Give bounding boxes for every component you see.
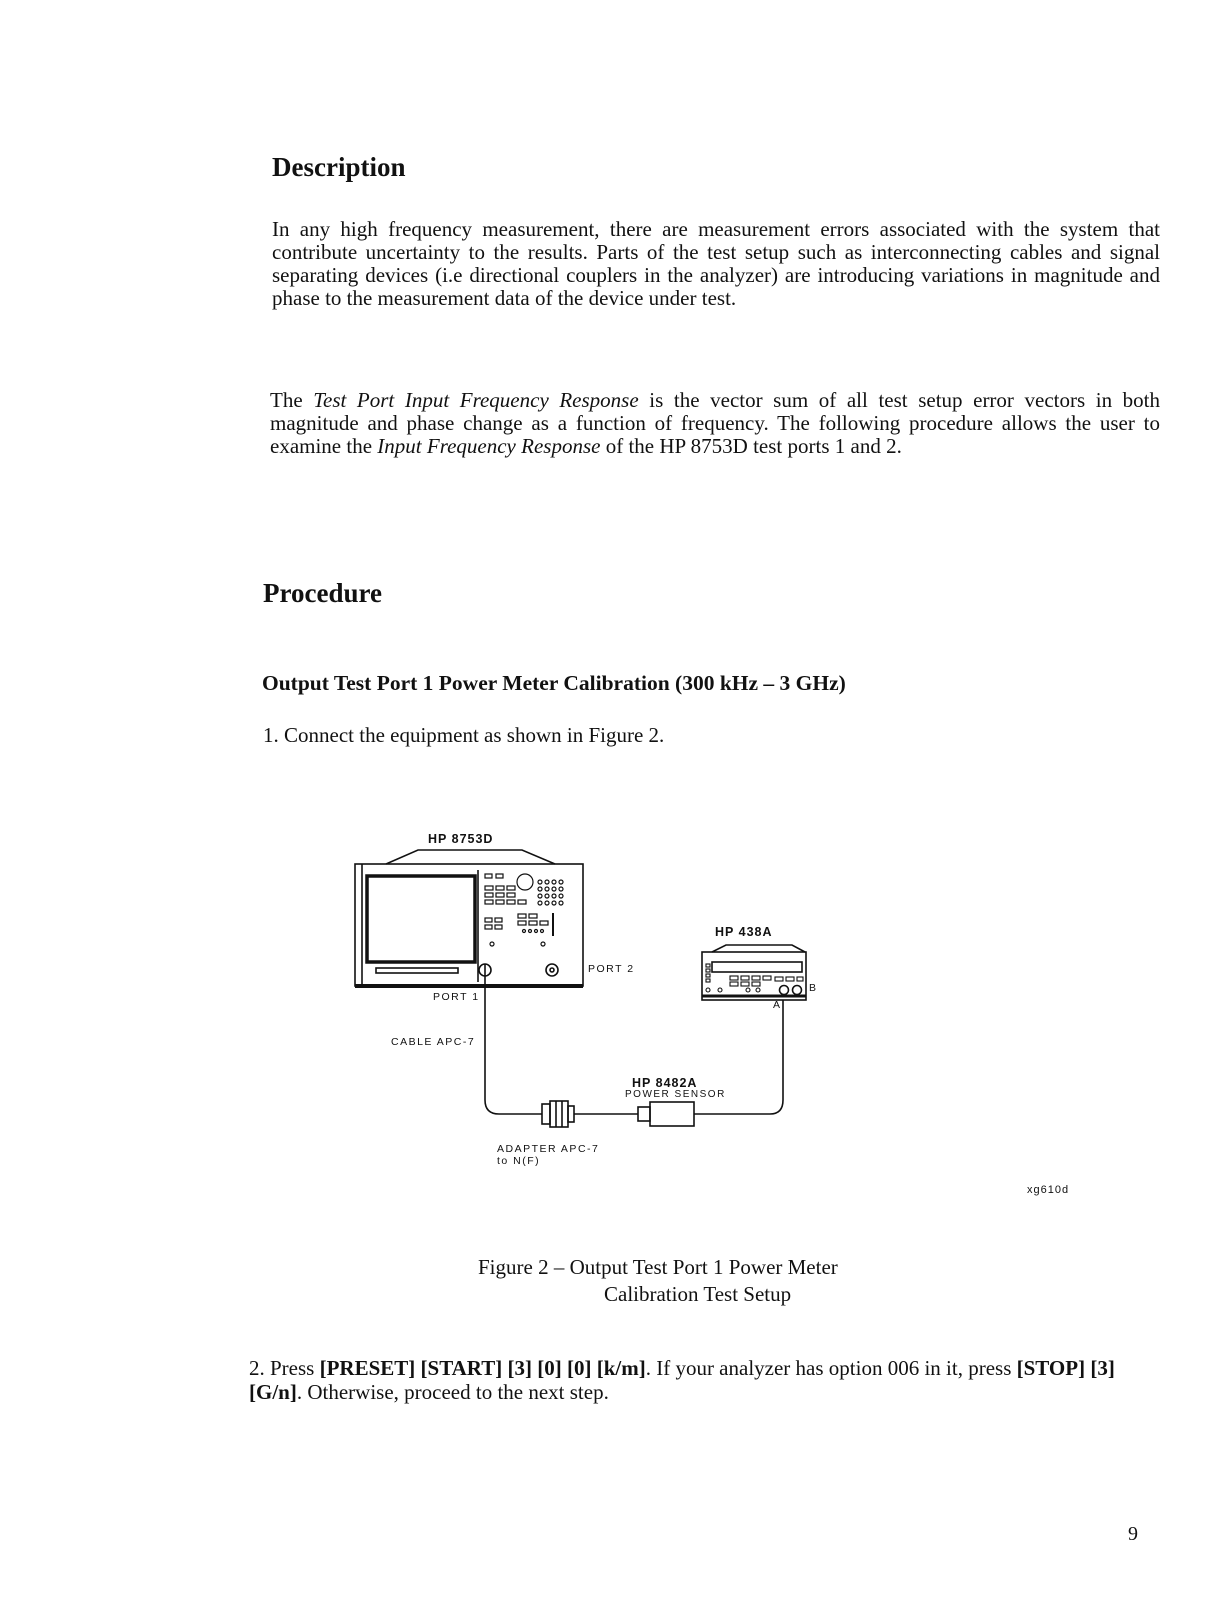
procedure-heading: Procedure: [263, 578, 382, 608]
sensor-sublabel: POWER SENSOR: [625, 1089, 726, 1100]
analyzer-label: HP 8753D: [428, 832, 494, 846]
step-2: [249, 1356, 1144, 1404]
sensor-label: HP 8482A: [632, 1076, 698, 1090]
step-2-text-3: . Otherwise, proceed to the next step.: [296, 1380, 609, 1404]
meter-port-a-label: A: [773, 999, 782, 1011]
step-2-keys-2: [STOP] [3] [G/n]: [249, 1356, 1115, 1404]
adapter-apc-7-to-nf: [542, 1101, 638, 1127]
description-heading: Description: [272, 152, 406, 182]
port-1-label: PORT 1: [433, 991, 480, 1003]
term-test-port-input-frequency-response: Test Port Input Frequency Response: [313, 388, 639, 412]
meter-port-b-label: B: [809, 982, 818, 994]
step-2-text-2: . If your analyzer has option 006 in it, press: [645, 1356, 1017, 1380]
port-2-label: PORT 2: [588, 963, 635, 975]
paragraph-2-text-2: is the vector sum of all test setup error vectors in both magnitude and phase change as a function of frequency. The following procedure allows the user to examine the: [270, 388, 1161, 458]
paragraph-2-text-3: of the HP 8753D test ports 1 and 2.: [600, 434, 902, 458]
paragraph-2-text-1: The: [270, 388, 314, 412]
cable-apc-7: [485, 976, 542, 1114]
power-sensor-hp-8482a: [638, 1000, 783, 1126]
step-2-text-1: 2. Press: [249, 1356, 320, 1380]
cable-label: CABLE APC-7: [391, 1036, 476, 1048]
power-meter-hp-438a: [702, 945, 806, 1000]
figure-caption-line-2: Calibration Test Setup: [604, 1282, 792, 1306]
page-number: 9: [1128, 1523, 1138, 1545]
adapter-label-line-1: ADAPTER APC-7: [497, 1143, 600, 1155]
analyzer-hp-8753d: [355, 850, 583, 986]
figure-code: xg610d: [1027, 1184, 1070, 1196]
figure-caption-line-1: Figure 2 – Output Test Port 1 Power Meter: [478, 1255, 838, 1279]
step-2-keys-1: [PRESET] [START] [3] [0] [0] [k/m]: [319, 1356, 646, 1380]
adapter-label-line-2: to N(F): [497, 1155, 541, 1167]
procedure-subheading: Output Test Port 1 Power Meter Calibration (300 kHz – 3 GHz): [262, 671, 846, 695]
description-paragraph-1: In any high frequency measurement, there are measurement errors associated with the system that contribute uncertainty to the results. Parts of the test setup such as interconnecting cables and signal separating devices (i.e directional couplers in the analyzer) are introducing variations in magnitude and phase to the measurement data of the device under test.: [272, 217, 1160, 310]
step-1: 1. Connect the equipment as shown in Figure 2.: [263, 723, 665, 747]
term-input-frequency-response: Input Frequency Response: [377, 434, 601, 458]
meter-label: HP 438A: [715, 925, 773, 939]
